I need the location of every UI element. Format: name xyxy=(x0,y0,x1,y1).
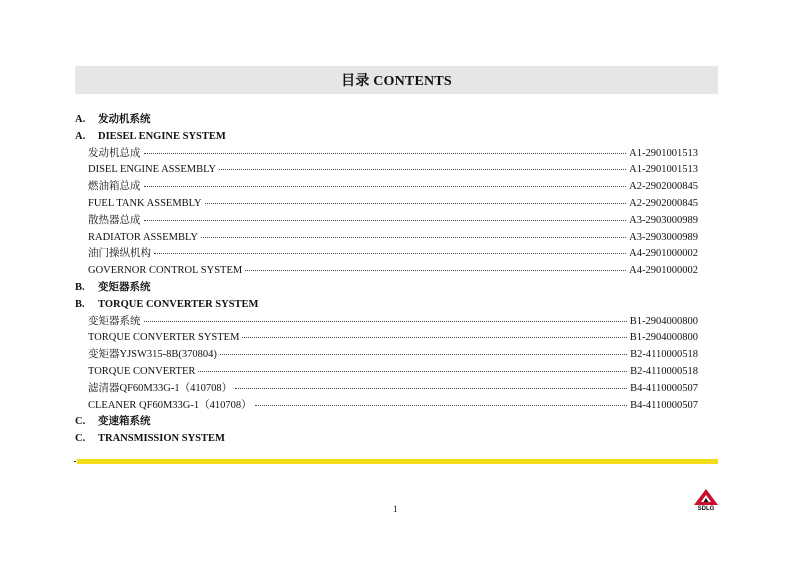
divider-tick xyxy=(74,461,76,462)
dot-leader xyxy=(219,159,626,170)
section-letter: C. xyxy=(75,416,86,428)
section-letter: A. xyxy=(75,130,86,142)
section-heading xyxy=(75,431,698,448)
section-letter: B. xyxy=(75,298,85,310)
toc-entry-label: 滤清器QF60M33G-1（410708） xyxy=(88,382,233,394)
toc-entry-code: B1-2904000800 xyxy=(629,315,698,327)
toc-entry-label: 变矩器YJSW315-8B(370804) xyxy=(88,349,217,361)
section-letter: B. xyxy=(75,281,85,293)
toc-entry-code: B2-4110000518 xyxy=(630,349,698,361)
toc-entry-code: A4-2901000002 xyxy=(629,248,698,260)
toc-entry-label: 变矩器系统 xyxy=(88,315,141,327)
toc-entry-code: A4-2901000002 xyxy=(629,265,698,277)
section-title: 发动机系统 xyxy=(98,114,151,125)
toc-entry-label: 散热器总成 xyxy=(88,214,141,226)
toc-entry-label: GOVERNOR CONTROL SYSTEM xyxy=(88,265,243,277)
toc-entry-code: A3-2903000989 xyxy=(629,231,698,243)
dot-leader xyxy=(205,193,627,204)
toc-entry-code: B2-4110000518 xyxy=(630,365,698,377)
contents-title-bar xyxy=(75,66,718,94)
toc-entry-label: DISEL ENGINE ASSEMBLY xyxy=(88,164,217,176)
toc-entry-code: A3-2903000989 xyxy=(629,214,698,226)
section-letter: C. xyxy=(75,433,86,445)
toc-entry-code: B1-2904000800 xyxy=(629,332,698,344)
toc-entry-label: RADIATOR ASSEMBLY xyxy=(88,231,198,243)
toc-entry-label: FUEL TANK ASSEMBLY xyxy=(88,197,202,209)
dot-leader xyxy=(144,210,627,221)
dot-leader xyxy=(235,378,627,389)
toc-entry-code: A1-2901001513 xyxy=(629,147,698,159)
toc-entry[interactable] xyxy=(75,263,698,280)
page-title: 目录 CONTENTS xyxy=(341,74,452,89)
logo-text: SDLG xyxy=(697,506,715,512)
section-title: 变矩器系统 xyxy=(98,281,151,293)
toc-entry[interactable] xyxy=(75,398,698,415)
dot-leader xyxy=(144,176,627,187)
triangle-logo-icon xyxy=(693,488,719,506)
section-title: DIESEL ENGINE SYSTEM xyxy=(98,130,226,142)
dot-leader xyxy=(245,260,626,271)
dot-leader xyxy=(255,395,627,406)
toc-entry-code: A2-2902000845 xyxy=(629,181,698,193)
toc-entry-label: 油门操纵机构 xyxy=(88,248,151,260)
toc-entry-code: A1-2901001513 xyxy=(629,164,698,176)
section-title: TORQUE CONVERTER SYSTEM xyxy=(98,298,259,310)
dot-leader xyxy=(154,243,626,254)
footer-accent-bar xyxy=(77,459,718,464)
toc-entry-label: TORQUE CONVERTER xyxy=(88,365,196,377)
toc-entry-label: TORQUE CONVERTER SYSTEM xyxy=(88,332,240,344)
dot-leader xyxy=(144,143,627,154)
section-title: TRANSMISSION SYSTEM xyxy=(98,433,225,445)
section-heading xyxy=(75,112,698,129)
section-heading xyxy=(75,280,698,297)
dot-leader xyxy=(144,311,627,322)
sdlg-logo xyxy=(693,488,719,516)
toc-entry-code: B4-4110000507 xyxy=(630,399,698,411)
section-title: 变速箱系统 xyxy=(98,416,151,428)
table-of-contents xyxy=(75,112,698,448)
page-number: 1 xyxy=(393,504,398,514)
section-heading xyxy=(75,414,698,431)
toc-entry-code: B4-4110000507 xyxy=(630,382,698,394)
toc-entry-label: 燃油箱总成 xyxy=(88,181,141,193)
toc-entry-label: CLEANER QF60M33G-1（410708） xyxy=(88,399,252,411)
dot-leader xyxy=(242,327,626,338)
dot-leader xyxy=(220,344,627,355)
dot-leader xyxy=(198,361,627,372)
section-letter: A. xyxy=(75,114,86,125)
toc-entry-label: 发动机总成 xyxy=(88,147,141,159)
dot-leader xyxy=(201,227,626,238)
toc-entry-code: A2-2902000845 xyxy=(629,197,698,209)
